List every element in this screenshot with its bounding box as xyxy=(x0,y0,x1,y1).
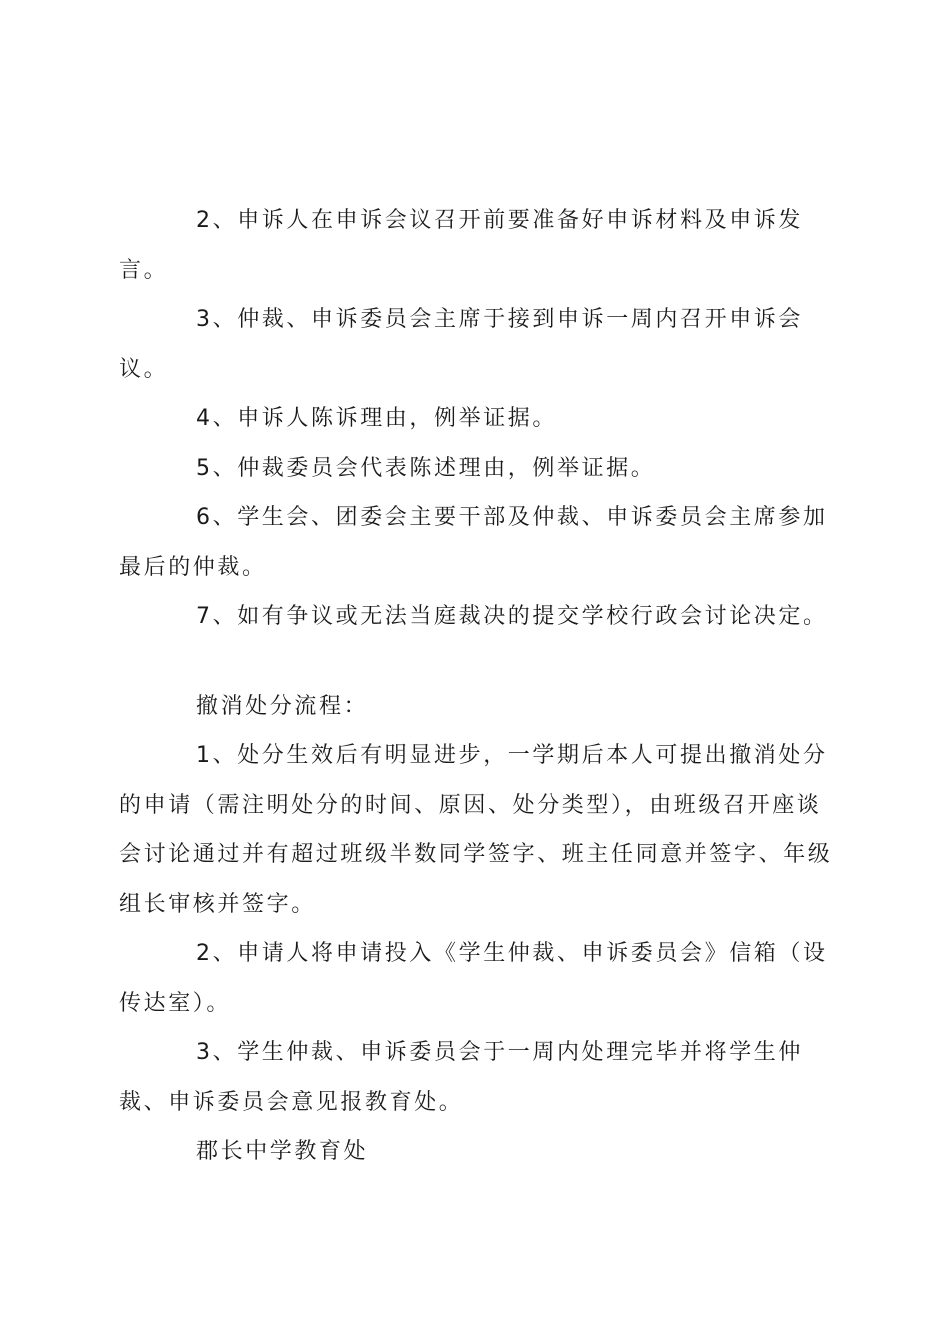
revoke-step-3: 3、学生仲裁、申诉委员会于一周内处理完毕并将学生仲裁、申诉委员会意见报教育处。 xyxy=(119,1040,803,1115)
appeal-step-7: 7、如有争议或无法当庭裁决的提交学校行政会讨论决定。 xyxy=(196,604,828,629)
appeal-step-4: 4、申诉人陈诉理由，例举证据。 xyxy=(196,406,557,431)
document-body xyxy=(119,196,839,1177)
appeal-step-5: 5、仲裁委员会代表陈述理由，例举证据。 xyxy=(196,455,656,481)
appeal-step-6: 6、学生会、团委会主要干部及仲裁、申诉委员会主席参加最后的仲裁。 xyxy=(119,505,828,580)
appeal-step-2: 2、申诉人在申诉会议召开前要准备好申诉材料及申诉发言。 xyxy=(119,208,803,283)
section-title: 撤消处分流程： xyxy=(196,693,369,719)
revoke-step-2: 2、申请人将申请投入《学生仲裁、申诉委员会》信箱（设传达室）。 xyxy=(119,941,828,1016)
section-gap xyxy=(119,642,839,682)
appeal-step-3: 3、仲裁、申诉委员会主席于接到申诉一周内召开申诉会议。 xyxy=(119,307,803,382)
signature: 郡长中学教育处 xyxy=(196,1139,369,1164)
revoke-step-1: 1、处分生效后有明显进步，一学期后本人可提出撤消处分的申请（需注明处分的时间、原因、处分类型），由班级召开座谈会讨论通过并有超过班级半数同学签字、班主任同意并签字、年级组长审核并签字。 xyxy=(119,743,833,917)
